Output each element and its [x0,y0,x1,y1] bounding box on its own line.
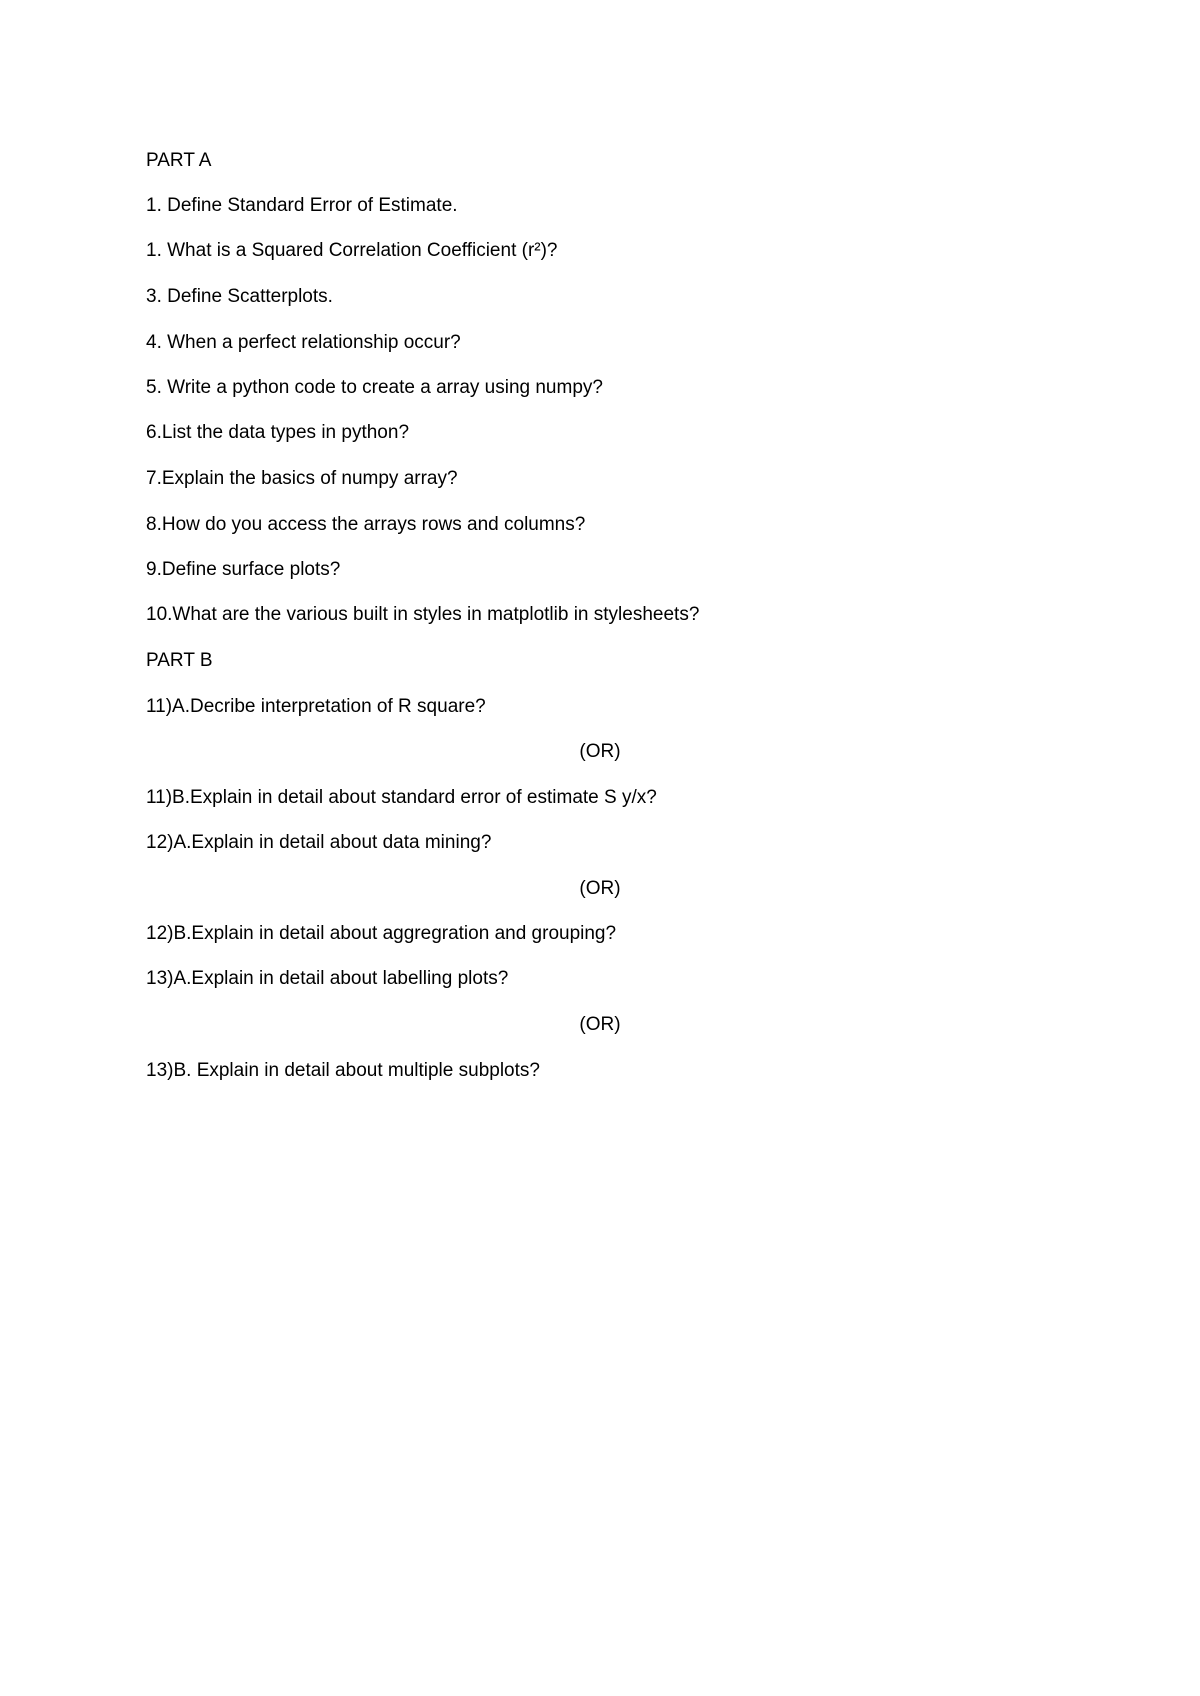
question-12b: 12)B.Explain in detail about aggregration and grouping? [146,923,617,944]
question-9: 9.Define surface plots? [146,559,341,580]
question-1: 1. Define Standard Error of Estimate. [146,195,458,216]
part-a-heading: PART A [146,150,212,171]
question-2: 1. What is a Squared Correlation Coefficient (r²)? [146,240,558,261]
question-4: 4. When a perfect relationship occur? [146,332,461,353]
question-3: 3. Define Scatterplots. [146,286,333,307]
question-13b: 13)B. Explain in detail about multiple subplots? [146,1060,540,1081]
question-13a: 13)A.Explain in detail about labelling plots? [146,968,509,989]
or-separator: (OR) [579,1014,621,1035]
question-6: 6.List the data types in python? [146,422,410,443]
or-separator: (OR) [579,741,621,762]
question-10: 10.What are the various built in styles in matplotlib in stylesheets? [146,604,700,625]
question-7: 7.Explain the basics of numpy array? [146,468,458,489]
part-b-heading: PART B [146,650,213,671]
or-separator: (OR) [579,878,621,899]
question-11b: 11)B.Explain in detail about standard error of estimate S y/x? [146,787,657,808]
question-12a: 12)A.Explain in detail about data mining? [146,832,492,853]
question-8: 8.How do you access the arrays rows and columns? [146,514,586,535]
question-5: 5. Write a python code to create a array using numpy? [146,377,603,398]
question-11a: 11)A.Decribe interpretation of R square? [146,696,486,717]
